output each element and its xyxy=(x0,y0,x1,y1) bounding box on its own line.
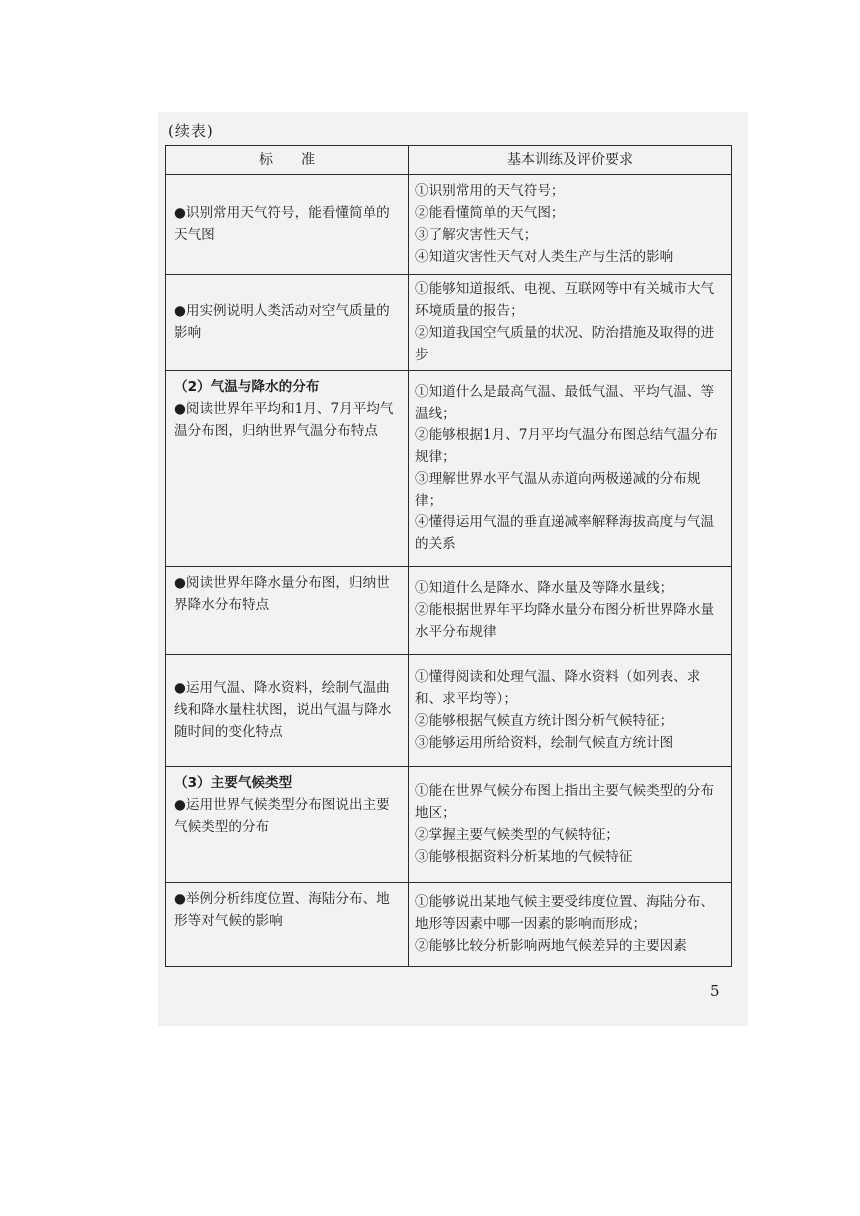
table-row xyxy=(166,655,732,767)
standard-text: ●用实例说明人类活动对空气质量的影响 xyxy=(174,303,390,341)
requirement-item: ②知道我国空气质量的状况、防治措施及取得的进步 xyxy=(415,324,715,363)
table-row xyxy=(166,567,732,655)
requirement-item: ④知道灾害性天气对人类生产与生活的影响 xyxy=(415,248,674,265)
requirement-item: ①能够说出某地气候主要受纬度位置、海陆分布、地形等因素中哪一因素的影响而形成； xyxy=(415,894,715,933)
table-row xyxy=(166,883,732,967)
requirement-item: ④懂得运用气温的垂直递减率解释海拔高度与气温的关系 xyxy=(415,514,715,553)
table-continued-caption: (续表) xyxy=(168,122,214,140)
requirement-item: ③能够根据资料分析某地的气候特征 xyxy=(415,848,633,865)
standard-text: ●举例分析纬度位置、海陆分布、地形等对气候的影响 xyxy=(174,891,390,930)
requirement-item: ①知道什么是最高气温、最低气温、平均气温、等温线； xyxy=(415,383,715,422)
section-heading: （3）主要气候类型 xyxy=(174,775,293,792)
requirement-item: ①知道什么是降水、降水量及等降水量线； xyxy=(415,580,674,597)
page-number: 5 xyxy=(710,982,720,1000)
requirements-cell xyxy=(409,275,732,371)
requirement-item: ②能看懂简单的天气图； xyxy=(415,205,565,222)
standard-cell xyxy=(166,275,409,371)
header-requirements: 基本训练及评价要求 xyxy=(409,146,732,175)
requirement-item: ②掌握主要气候类型的气候特征； xyxy=(415,826,619,843)
table-row xyxy=(166,767,732,883)
requirement-item: ①懂得阅读和处理气温、降水资料（如列表、求和、求平均等）； xyxy=(415,669,701,708)
requirement-item: ②能够根据1月、7月平均气温分布图总结气温分布规律； xyxy=(415,427,718,466)
standard-cell xyxy=(166,883,409,967)
standard-text: ●运用世界气候类型分布图说出主要气候类型的分布 xyxy=(174,797,390,835)
header-standard: 标 准 xyxy=(166,146,409,175)
standard-cell xyxy=(166,655,409,767)
curriculum-standards-table xyxy=(165,145,732,967)
requirement-item: ①能够知道报纸、电视、互联网等中有关城市大气环境质量的报告； xyxy=(415,281,715,320)
requirement-item: ③理解世界水平气温从赤道向两极递减的分布规律； xyxy=(415,470,701,509)
requirement-item: ②能够根据气候直方统计图分析气候特征； xyxy=(415,712,674,729)
requirements-cell xyxy=(409,767,732,883)
standard-cell xyxy=(166,567,409,655)
standard-cell xyxy=(166,371,409,567)
section-heading: （2）气温与降水的分布 xyxy=(174,379,320,396)
requirement-item: ①识别常用的天气符号； xyxy=(415,183,565,200)
standard-text: ●阅读世界年降水量分布图，归纳世界降水分布特点 xyxy=(174,575,390,614)
table-row xyxy=(166,371,732,567)
requirements-cell xyxy=(409,883,732,967)
requirement-item: ③了解灾害性天气； xyxy=(415,226,538,243)
requirement-item: ②能够比较分析影响两地气候差异的主要因素 xyxy=(415,937,687,954)
requirements-cell xyxy=(409,567,732,655)
requirements-cell xyxy=(409,371,732,567)
standard-cell xyxy=(166,767,409,883)
standard-text: ●运用气温、降水资料，绘制气温曲线和降水量柱状图，说出气温与降水随时间的变化特点 xyxy=(174,680,392,740)
requirement-item: ②能根据世界年平均降水量分布图分析世界降水量水平分布规律 xyxy=(415,602,715,640)
table-row xyxy=(166,175,732,275)
standard-text: ●识别常用天气符号，能看懂简单的天气图 xyxy=(174,205,390,243)
standard-text: ●阅读世界年平均和1月、7月平均气温分布图，归纳世界气温分布特点 xyxy=(174,401,394,439)
requirements-cell xyxy=(409,175,732,275)
requirement-item: ③能够运用所给资料，绘制气候直方统计图 xyxy=(415,734,674,751)
requirement-item: ①能在世界气候分布图上指出主要气候类型的分布地区； xyxy=(415,783,715,822)
requirements-cell xyxy=(409,655,732,767)
standard-cell xyxy=(166,175,409,275)
table-header-row xyxy=(166,146,732,175)
table-row xyxy=(166,275,732,371)
